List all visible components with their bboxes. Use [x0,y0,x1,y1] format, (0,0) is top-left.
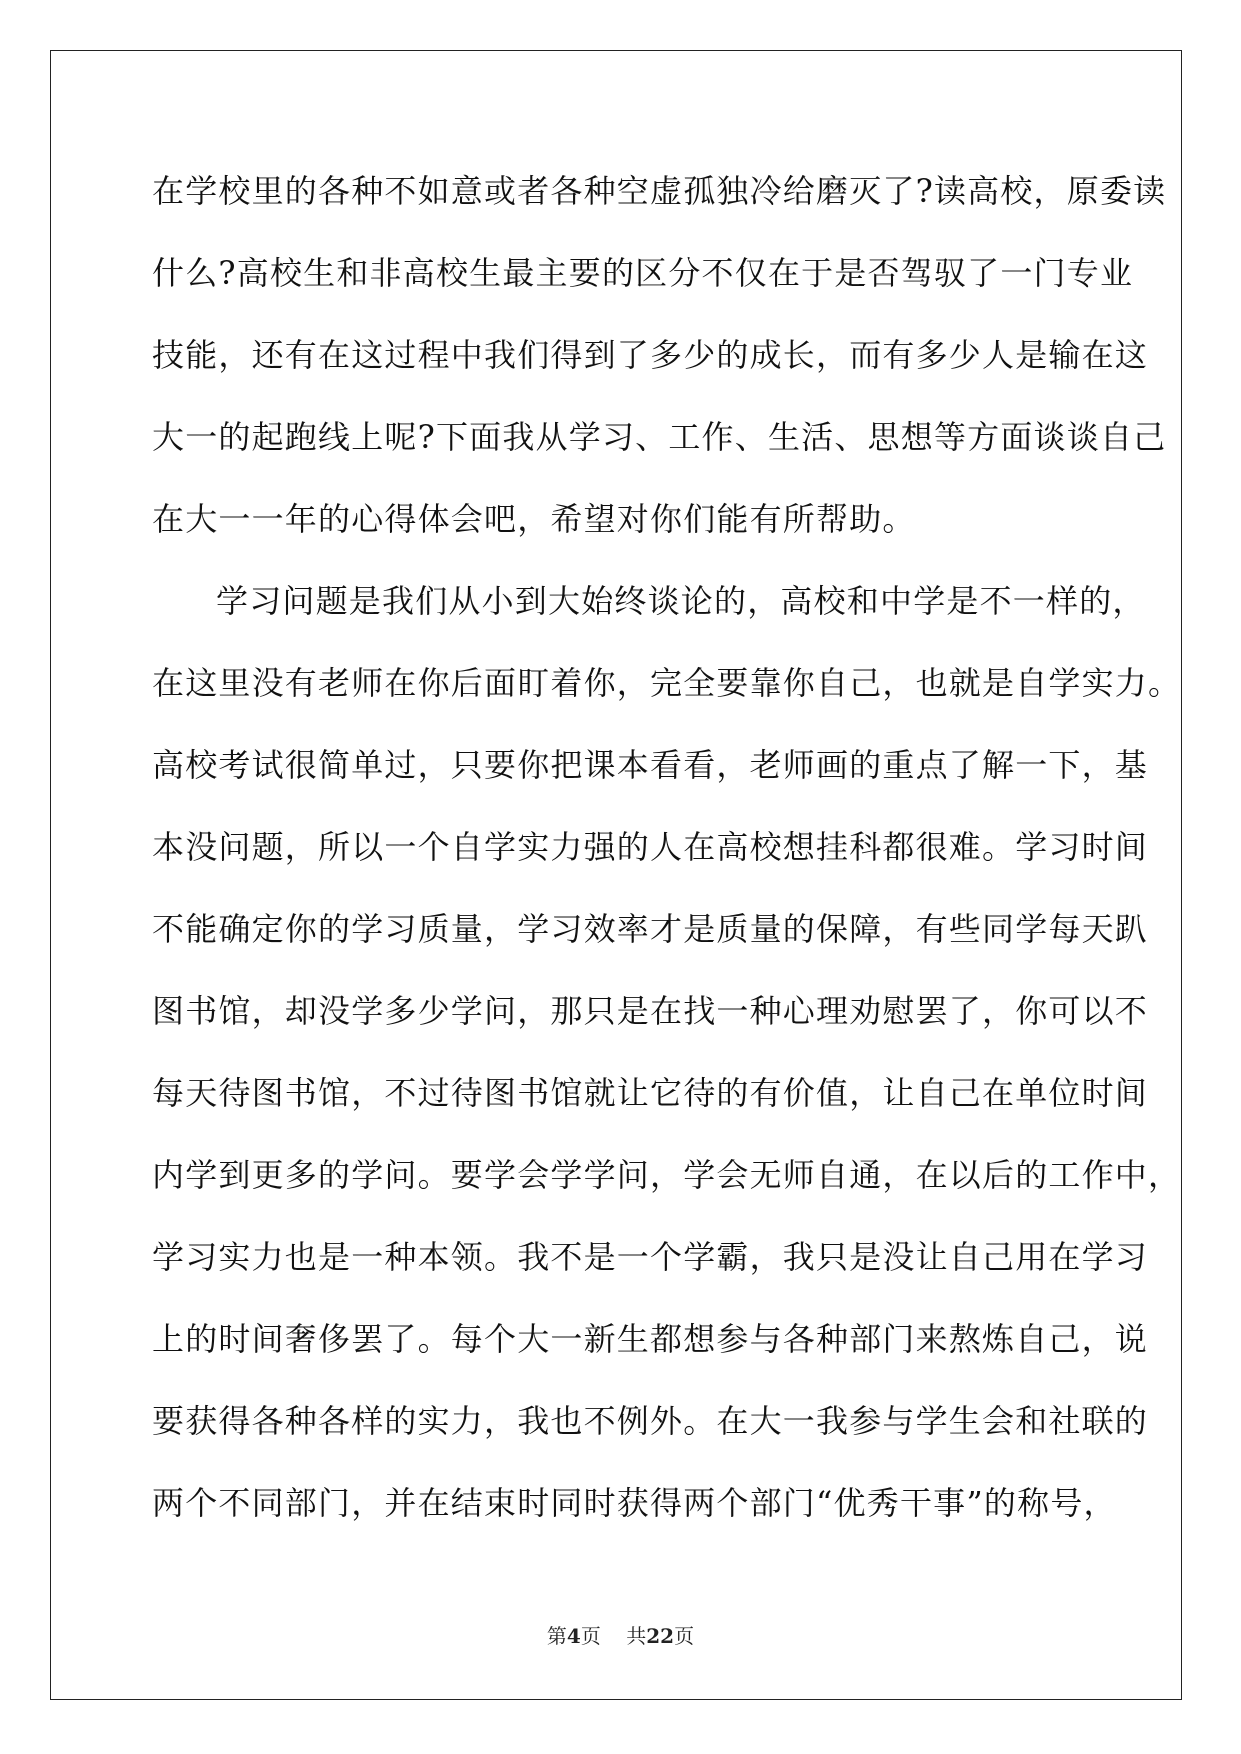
text-line: 在学校里的各种不如意或者各种空虚孤独冷给磨灭了?读高校，原委读 [152,172,1167,210]
text-line: 要获得各种各样的实力，我也不例外。在大一我参与学生会和社联的 [152,1402,1149,1440]
page-footer [0,1620,1241,1649]
text-line: 每天待图书馆，不过待图书馆就让它待的有价值，让自己在单位时间 [152,1074,1149,1112]
footer-total-suffix: 页 [674,1624,695,1648]
page-total: 22 [646,1624,675,1648]
text-line: 大一的起跑线上呢?下面我从学习、工作、生活、思想等方面谈谈自己 [152,418,1167,456]
page-number: 4 [566,1624,581,1648]
text-line: 不能确定你的学习质量，学习效率才是质量的保障，有些同学每天趴 [152,910,1149,948]
text-line: 在大一一年的心得体会吧，希望对你们能有所帮助。 [152,500,916,538]
text-line: 内学到更多的学问。要学会学学问，学会无师自通，在以后的工作中， [152,1156,1182,1194]
text-line: 在这里没有老师在你后面盯着你，完全要靠你自己，也就是自学实力。 [152,664,1182,702]
text-line: 学习问题是我们从小到大始终谈论的，高校和中学是不一样的， [216,582,1146,620]
text-line: 高校考试很简单过，只要你把课本看看，老师画的重点了解一下，基 [152,746,1149,784]
text-line: 什么?高校生和非高校生最主要的区分不仅在于是否驾驭了一门专业 [152,254,1134,292]
text-line: 本没问题，所以一个自学实力强的人在高校想挂科都很难。学习时间 [152,828,1149,866]
document-body [152,160,1182,1554]
text-line: 学习实力也是一种本领。我不是一个学霸，我只是没让自己用在学习 [152,1238,1149,1276]
text-line: 上的时间奢侈罢了。每个大一新生都想参与各种部门来熬炼自己，说 [152,1320,1149,1358]
footer-prefix: 第 [546,1624,567,1648]
footer-page-suffix: 页 [580,1624,601,1648]
text-line: 图书馆，却没学多少学问，那只是在找一种心理劝慰罢了，你可以不 [152,992,1149,1030]
text-line: 技能，还有在这过程中我们得到了多少的成长，而有多少人是输在这 [152,336,1149,374]
footer-total-prefix: 共 [626,1624,647,1648]
text-line: 两个不同部门，并在结束时同时获得两个部门“优秀干事”的称号， [152,1484,1117,1522]
